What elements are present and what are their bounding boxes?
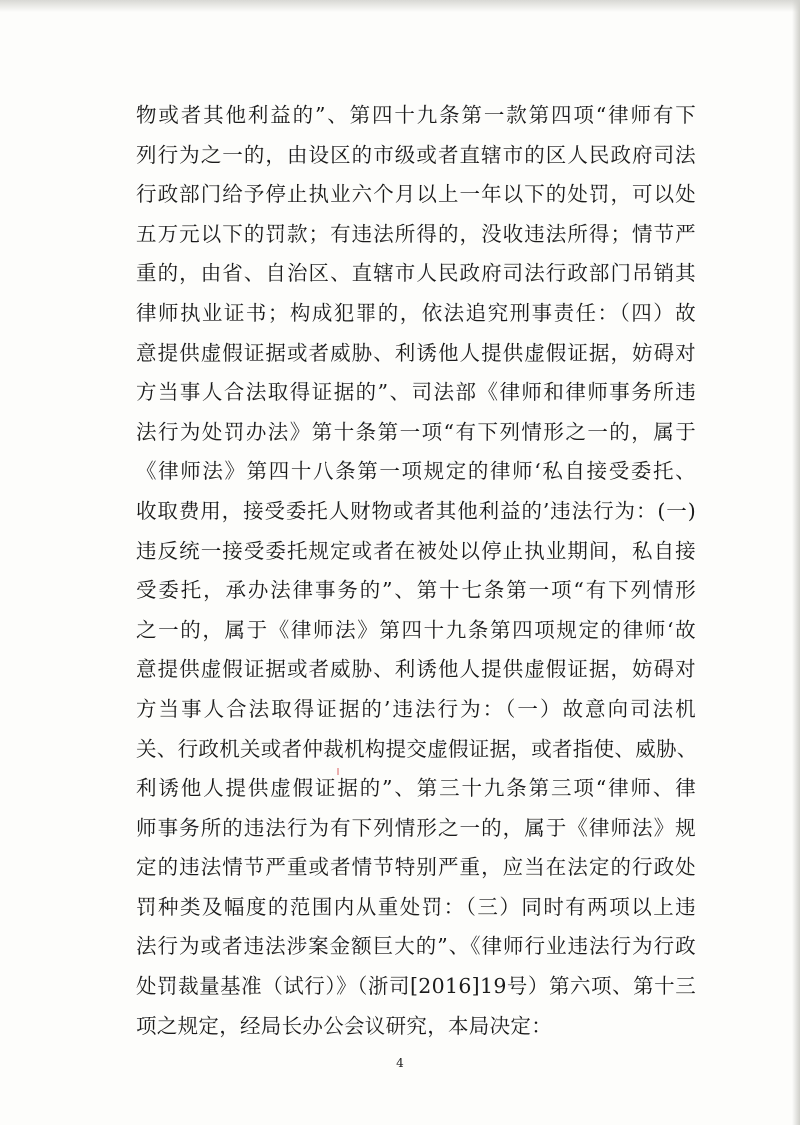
text-line-15: 意提供虚假证据或者威胁、利诱他人提供虚假证据，妨碍对 [136,657,696,682]
text-line-5: 重的，由省、自治区、直辖市人民政府司法行政部门吊销其 [136,261,696,286]
text-line-18: 利诱他人提供虚假证据的”、第三十九条第三项“律师、律 [136,776,696,801]
text-line-10: 《律师法》第四十八条第一项规定的律师‘私自接受委托、 [136,459,696,484]
body-paragraph [136,96,696,1046]
text-line-21: 罚种类及幅度的范围内从重处罚：（三）同时有两项以上违 [136,894,696,919]
text-line-2: 列行为之一的，由设区的市级或者直辖市的区人民政府司法 [136,142,696,167]
scan-edge-top [0,0,800,12]
text-line-6: 律师执业证书；构成犯罪的，依法追究刑事责任：（四）故 [136,300,696,325]
text-line-19: 师事务所的违法行为有下列情形之一的，属于《律师法》规 [136,815,696,840]
text-line-20: 定的违法情节严重或者情节特别严重，应当在法定的行政处 [136,855,696,880]
text-line-4: 五万元以下的罚款；有违法所得的，没收违法所得；情节严 [136,221,696,246]
text-line-13: 受委托，承办法律事务的”、第十七条第一项“有下列情形 [136,578,696,603]
text-line-16: 方当事人合法取得证据的’违法行为：（一）故意向司法机 [136,696,696,721]
text-line-23: 处罚裁量基准（试行）》（浙司[2016]19号）第六项、第十三 [136,974,696,999]
text-line-22: 法行为或者违法涉案金额巨大的”、《律师行业违法行为行政 [136,934,696,959]
text-line-24: 项之规定，经局长办公会议研究，本局决定： [136,1013,552,1038]
text-line-1: 物或者其他利益的”、第四十九条第一款第四项“律师有下 [136,103,696,127]
text-line-17: 关、行政机关或者仲裁机构提交虚假证据，或者指使、威胁、 [136,736,698,761]
text-line-12: 违反统一接受委托规定或者在被处以停止执业期间，私自接 [136,538,696,563]
text-line-11: 收取费用，接受委托人财物或者其他利益的’违法行为：(一) [136,498,696,523]
scan-edge-right [792,0,800,1125]
text-line-9: 法行为处罚办法》第十条第一项“有下列情形之一的，属于 [136,419,696,444]
text-line-8: 方当事人合法取得证据的”、司法部《律师和律师事务所违 [136,380,696,405]
text-line-7: 意提供虚假证据或者威胁、利诱他人提供虚假证据，妨碍对 [136,340,696,365]
text-line-14: 之一的，属于《律师法》第四十九条第四项规定的律师‘故 [136,617,696,642]
scan-blemish [337,768,339,775]
text-line-3: 行政部门给予停止执业六个月以上一年以下的处罚，可以处 [136,182,696,207]
page-number: 4 [396,1056,404,1070]
